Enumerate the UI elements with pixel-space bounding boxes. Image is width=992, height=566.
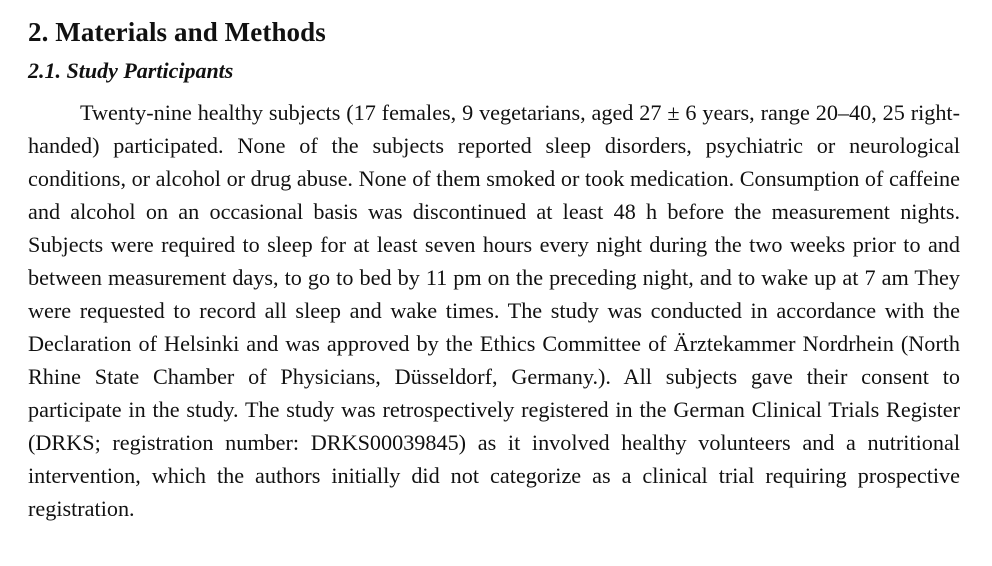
paper-page: [28, 14, 960, 525]
subsection-heading: 2.1. Study Participants: [28, 58, 234, 83]
section-heading: 2. Materials and Methods: [28, 17, 326, 47]
body-paragraph: Twenty-nine healthy subjects (17 females, 9 vegetarians, aged 27 ± 6 years, range 20–40, 25 right-handed) participated. None of the subjects reported sleep disorders, psychiatric or neurological conditions, or alcohol or drug abuse. None of them smoked or took medication. Consumption of caffeine and alcohol on an occasional basis was discontinued at least 48 h before the measurement nights. Subjects were required to sleep for at least seven hours every night during the two weeks prior to and between measurement days, to go to bed by 11 pm on the preceding night, and to wake up at 7 am They were requested to record all sleep and wake times. The study was conducted in accordance with the Declaration of Helsinki and was approved by the Ethics Committee of Ärztekammer Nordrhein (North Rhine State Chamber of Physicians, Düsseldorf, Germany.). All subjects gave their consent to participate in the study. The study was retrospectively registered in the German Clinical Trials Register (DRKS; registration number: DRKS00039845) as it involved healthy volunteers and a nutritional intervention, which the authors initially did not categorize as a clinical trial requiring prospective registration.: [28, 100, 960, 521]
